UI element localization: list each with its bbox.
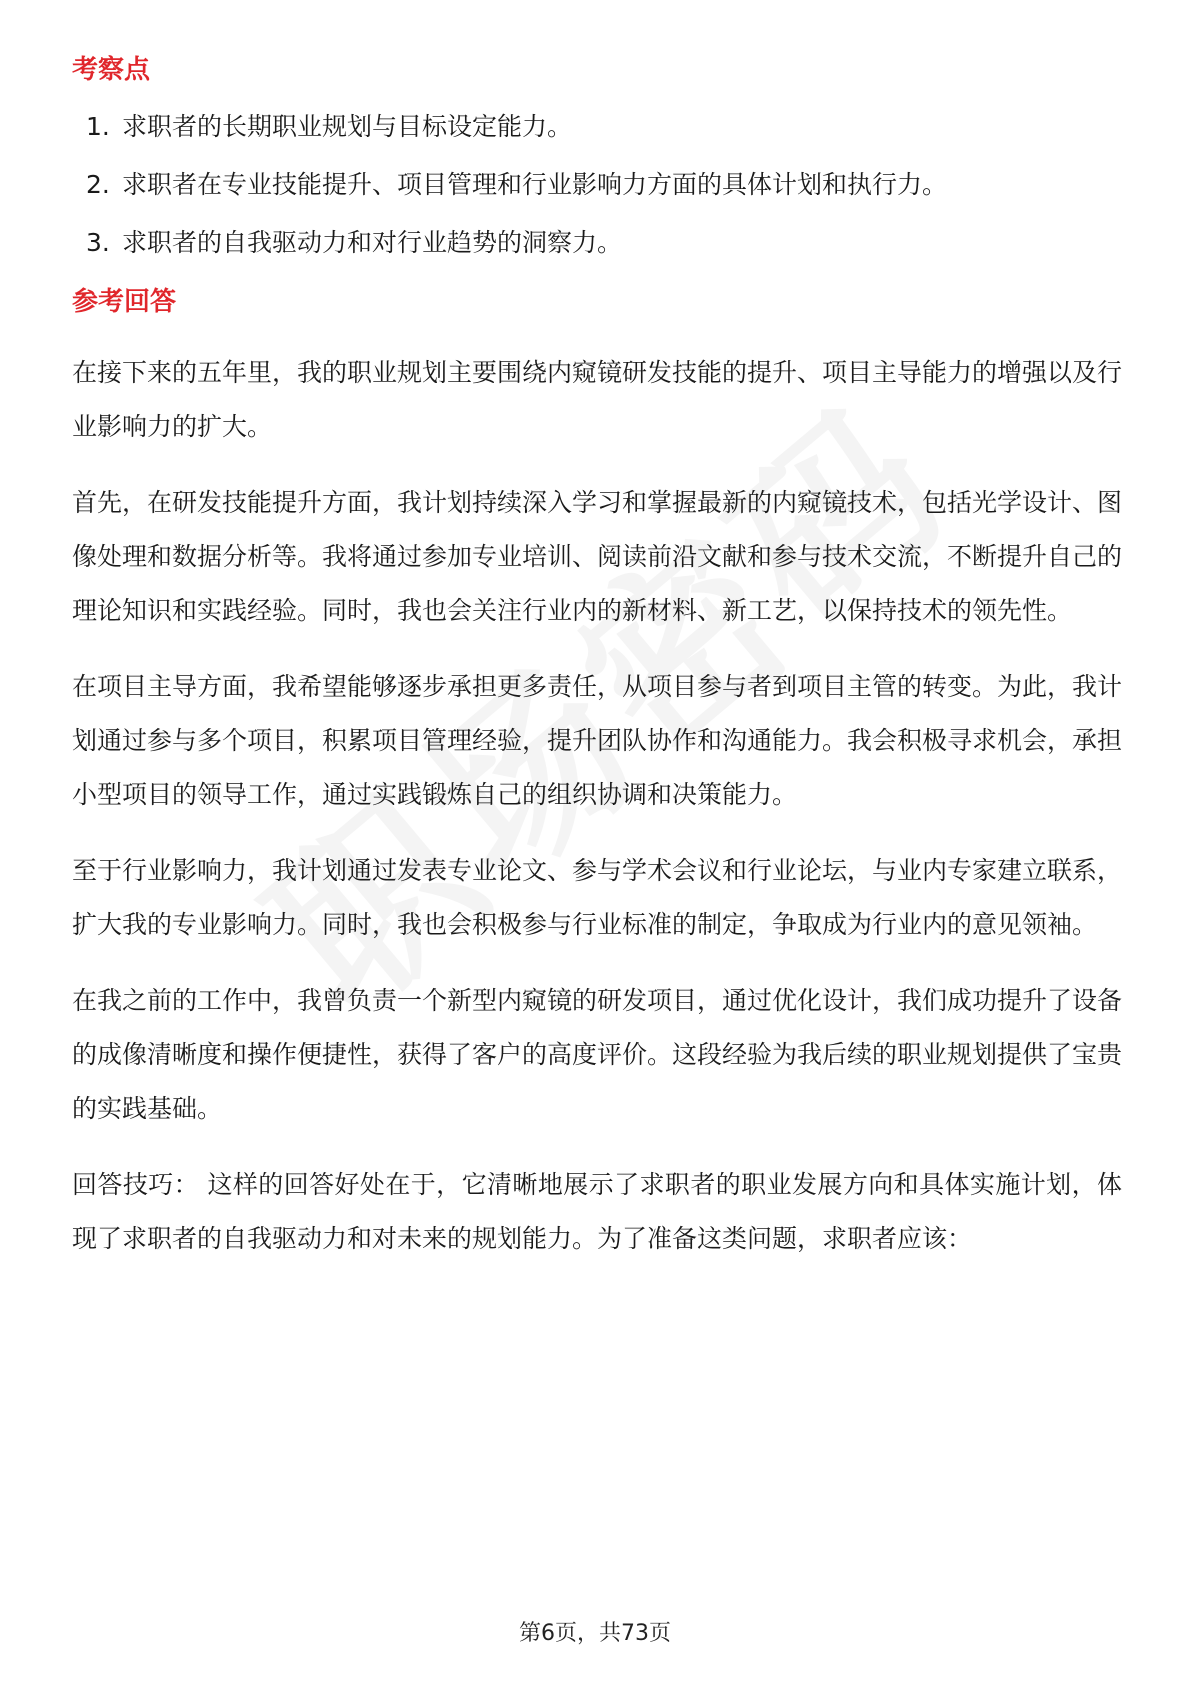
list-item: [72, 166, 1122, 204]
answer-paragraph: 在我之前的工作中，我曾负责一个新型内窥镜的研发项目，通过优化设计，我们成功提升了设备的成像清晰度和操作便捷性，获得了客户的高度评价。这段经验为我后续的职业规划提供了宝贵的实践基础。: [72, 986, 1123, 1123]
answer-title: 参考回答: [72, 287, 177, 317]
answer-paragraph: 首先，在研发技能提升方面，我计划持续深入学习和掌握最新的内窥镜技术，包括光学设计、图像处理和数据分析等。我将通过参加专业培训、阅读前沿文献和参与技术交流，不断提升自己的理论知识和实践经验。同时，我也会关注行业内的新材料、新工艺，以保持技术的领先性。: [72, 488, 1123, 625]
content: [72, 50, 1122, 1266]
list-number: 3.: [86, 228, 110, 257]
list-text: 求职者在专业技能提升、项目管理和行业影响力方面的具体计划和执行力。: [122, 170, 948, 199]
list-item: [72, 108, 1122, 146]
list-number: 1.: [86, 112, 110, 141]
answer-tips-paragraph: 回答技巧： 这样的回答好处在于，它清晰地展示了求职者的职业发展方向和具体实施计划，体现了求职者的自我驱动力和对未来的规划能力。为了准备这类问题，求职者应该：: [72, 1170, 1122, 1253]
answer-paragraph: 在接下来的五年里，我的职业规划主要围绕内窥镜研发技能的提升、项目主导能力的增强以及行业影响力的扩大。: [72, 358, 1123, 441]
list-item: [72, 224, 1122, 262]
answer-paragraph: 至于行业影响力，我计划通过发表专业论文、参与学术会议和行业论坛，与业内专家建立联系，扩大我的专业影响力。同时，我也会积极参与行业标准的制定，争取成为行业内的意见领袖。: [72, 856, 1123, 939]
list-text: 求职者的长期职业规划与目标设定能力。: [122, 112, 573, 141]
answer-paragraph: 在项目主导方面，我希望能够逐步承担更多责任，从项目参与者到项目主管的转变。为此，我计划通过参与多个项目，积累项目管理经验，提升团队协作和沟通能力。我会积极寻求机会，承担小型项目的领导工作，通过实践锻炼自己的组织协调和决策能力。: [72, 672, 1123, 809]
page-number: 第6页，共73页: [519, 1621, 671, 1646]
points-title: 考察点: [72, 55, 151, 85]
list-text: 求职者的自我驱动力和对行业趋势的洞察力。: [122, 228, 623, 257]
points-list: [72, 108, 1122, 262]
list-number: 2.: [86, 170, 110, 199]
